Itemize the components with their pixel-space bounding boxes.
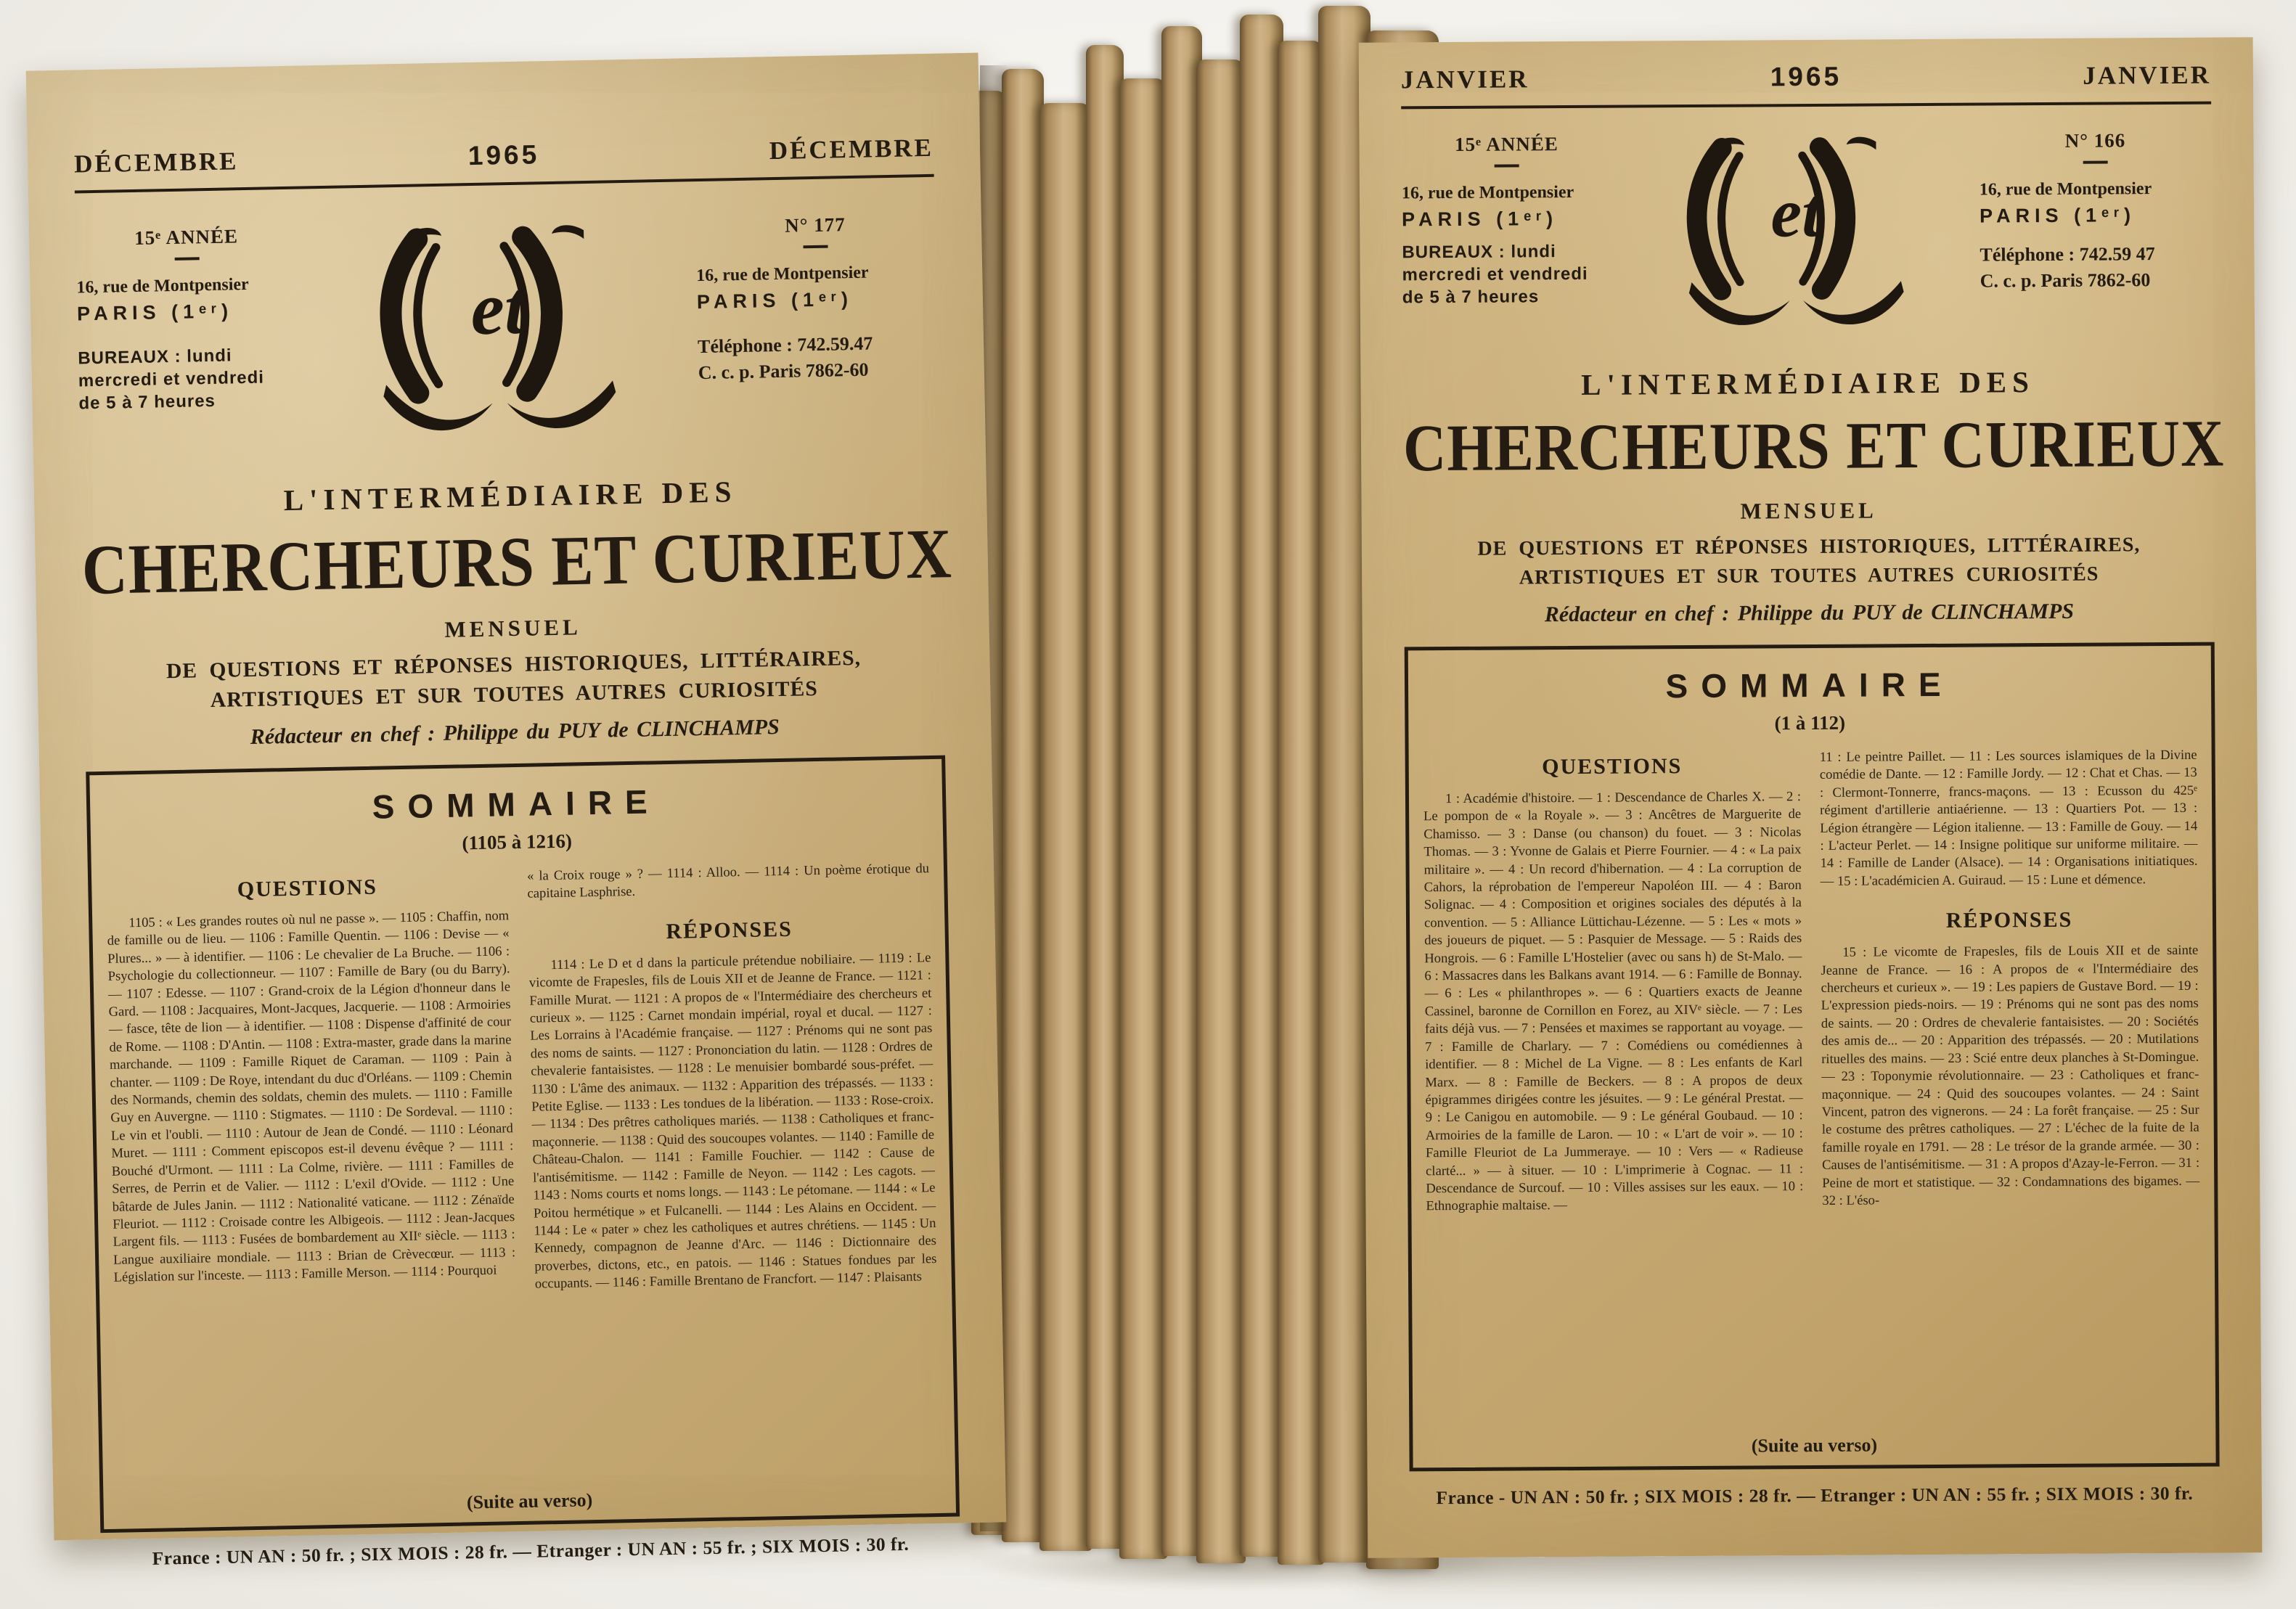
bureaux-hours: BUREAUX : lundi mercredi et vendredi de 5 à 7 heures — [1402, 242, 1588, 308]
divider-dash — [803, 245, 828, 249]
address-line: 16, rue de Montpensier — [696, 263, 869, 286]
sommaire-column-1 — [1423, 749, 1804, 1216]
paris-label: PARIS (1ᵉʳ) — [696, 287, 854, 314]
surtitle: L'INTERMÉDIAIRE DES — [1581, 365, 2035, 401]
letq-monogram-icon — [1661, 131, 1931, 353]
questions-text: 1105 : « Les grandes routes où nul ne passe ». — 1105 : Chaffin, nom de famille ou de lieu. — 1106 : Famille Quentin. — 1106 : Devise — « Plures... » — à identifier. — 1106 : Le chevalier de La Bruche. — 1106 : Psychologie du collectionneur. — 1107 : Famille de Bary (ou du Barry). — 1107 : Edesse. — 1107 : Grand-croix de la Légion d'honneur dans le Gard. — 1108 : Jacquaires, Mont-Jacques, Jacquerie. — 1108 : Armoiries — fasce, tête de lion — à identifier. — 1108 : Dispense d'affinité de cour de Rome. — 1108 : D'Antin. — 1108 : Extra-master, grade dans la marine marchande. — 1109 : Famille Riquet de Caraman. — 1109 : Pain à chanter. — 1109 : De Roye, intendant du duc d'Orléans. — 1109 : Chemin des Normands, chemin des soldats, chemin des mulets. — 1110 : Famille Guy en Auvergne. — 1110 : Stigmates. — 1110 : De Sordeval. — 1110 : Le vin et l'oubli. — 1110 : Autour de Jean de Condé. — 1110 : Léonard Muret. — 1111 : Comment episcopos est-il devenu évêque ? — 1111 : Bouché d'Urmont. — 1111 : La Colme, rivière. — 1111 : Familles de Serres, de Perrin et de Valier. — 1112 : L'exil d'Ovide. — 1112 : Une bâtarde de Jules Janin. — 1112 : Nationalité vaticane. — 1112 : Zénaïde Fleuriot. — 1112 : Croisade contre les Albigeois. — 1112 : Jean-Jacques Largent fils. — 1113 : Fusées de bombardement au XIIᵉ siècle. — 1113 : Langue auxiliaire mondiale. — 1113 : Brian de Crèvecœur. — 1113 : Législation sur l'inceste. — 1113 : Famille Merson. — 1114 : Pourquoi — [107, 908, 516, 1285]
masthead-rule — [75, 174, 934, 194]
divider-dash — [2083, 160, 2108, 163]
reponses-text: 15 : Le vicomte de Frapesles, fils de Louis XII et de sainte Jeanne de France. — 16 : A propos de « l'Intermédiaire des chercheurs et curieux ». — 19 : Les papiers de Gustave Bord. — 19 : L'expression pieds-noirs. — 19 : Prénoms qui ne sont pas des noms de saints. — 20 : Ordres de chevalerie fantaisistes. — 20 : Sociétés des amis de... — 20 : Apparition des trépassés. — 20 : Mutilations rituelles des mains. — 23 : Scié entre deux planches à St-Domingue. — 23 : Toponymie révolutionnaire. — 23 : Catholiques et franc-maçonnique. — 24 : Quid des soucoupes volantes. — 24 : Saint Vincent, patron des vignerons. — 24 : La forêt française. — 25 : Sur le costume des prêtres catholiques. — 27 : L'échec de la fuite de la famille royale en 1791. — 28 : Le trésor de la grande armée. — 30 : Causes de l'antisémitisme. — 31 : A propos d'Azay-le-Ferron. — 31 : Peine de mort et statistique. — 32 : Condamnations des bigames. — 32 : L'éso- — [1821, 942, 2200, 1208]
logo-wrap — [1611, 131, 1980, 354]
reponses-heading: RÉPONSES — [1945, 908, 2073, 933]
questions-continuation-text: 11 : Le peintre Paillet. — 11 : Les sources islamiques de la Divine comédie de Dante. — 12 : Famille Jordy. — 12 : Chat et Chas. — 13 : Clermont-Tonnerre, francs-maçons. — 13 : Ecusson du 425ᵉ régiment d'artillerie antiaérienne. — 13 : Quartiers Pot. — 13 : Légion étrangère — Légion italienne. — 13 : Famille de Gouy. — 14 : L'acteur Perlet. — 14 : Insigne politique sur uniforme militaire. — 14 : Famille de Lander (Alsace). — 14 : Organisations initiatiques. — 15 : L'académicien A. Guiraud. — 15 : Lune et démence. — [1819, 747, 2198, 889]
sommaire-range: (1 à 112) — [1774, 711, 1846, 734]
sommaire-title: SOMMAIRE — [372, 782, 661, 826]
editor-line: Rédacteur en chef : Philippe du PUY de CLINCHAMPS — [1544, 599, 2075, 627]
sommaire-column-1 — [106, 868, 516, 1301]
sommaire-box — [1405, 642, 2220, 1472]
annee-label: 15ᵉ ANNÉE — [134, 225, 239, 249]
stack-spine — [1119, 78, 1167, 1559]
svg-text:et: et — [1770, 173, 1822, 252]
subtitle-line-1: DE QUESTIONS ET RÉPONSES HISTORIQUES, LITTÉRAIRES, — [1477, 533, 2141, 560]
address-line: 16, rue de Montpensier — [1401, 182, 1574, 203]
month-left-label: JANVIER — [1400, 65, 1529, 94]
ccp-line: C. c. p. Paris 7862-60 — [698, 359, 869, 384]
info-left-block — [1401, 133, 1612, 309]
reponses-text: 1114 : Le D et d dans la particule prétendue nobiliaire. — 1119 : Le vicomte de Frapesles, fils de Louis XII et de Jeanne de France. — 1121 : Famille Murat. — 1121 : A propos de « l'Intermédiaire des chercheurs et curieux ». — 1125 : Carnet mondain impérial, royal et ducal. — 1127 : Les Lorrains à l'Académie française. — 1127 : Prénoms qui ne sont pas des noms de saints. — 1127 : Prononciation du latin. — 1128 : Ordres de chevalerie fantaisistes. — 1128 : Le menuisier bombardé sous-préfet. — 1130 : L'âme des animaux. — 1132 : Apparition des trépassés. — 1133 : Petite Eglise. — 1133 : Les tondues de la libération. — 1133 : Rose-croix. — 1134 : Des prêtres catholiques mariés. — 1138 : Catholiques et franc-maçonnerie. — 1138 : Quid des soucoupes volantes. — 1140 : Famille de Château-Chalon. — 1141 : Famille Fouchier. — 1142 : Cause de l'antisémitisme. — 1142 : Famille de Neyon. — 1142 : Les cagots. — 1143 : Noms courts et noms longs. — 1143 : Le pétomane. — 1144 : « Le Poitou hermétique » et Fulcanelli. — 1144 : Les Alains en Occident. — 1144 : Le « pater » chez les catholiques et autres chrétiens. — 1145 : Un Kennedy, compagnon de Jeanne d'Arc. — 1146 : Dictionnaire des proverbes, dictons, etc., en patois. — 1146 : Statues fondues par les occupants. — 1146 : Famille Brentano de Francfort. — 1147 : Plaisants — [528, 949, 937, 1292]
editor-line: Rédacteur en chef : Philippe du PUY de CLINCHAMPS — [250, 715, 780, 750]
month-right-label: DÉCEMBRE — [769, 133, 934, 165]
paris-label: PARIS (1ᵉʳ) — [1402, 208, 1558, 231]
sommaire-columns — [106, 860, 937, 1301]
masthead-rule — [1401, 102, 2211, 110]
cover-december-1965 — [26, 53, 1007, 1569]
sommaire-column-2 — [1820, 747, 2200, 1213]
cover-title: CHERCHEURS ET CURIEUX — [81, 513, 953, 610]
masthead-month-row — [1401, 60, 2211, 95]
reponses-heading: RÉPONSES — [666, 917, 793, 943]
price-line: France - UN AN : 50 fr. ; SIX MOIS : 28 fr. — Etranger : UN AN : 55 fr. ; SIX MOIS : 30 fr. — [1436, 1482, 2194, 1509]
suite-au-verso: (Suite au verso) — [1751, 1434, 1878, 1457]
month-left-label: DÉCEMBRE — [73, 147, 239, 179]
stack-spine — [1278, 41, 1324, 1565]
year-label: 1965 — [467, 139, 540, 171]
masthead-month-row — [74, 132, 934, 179]
stack-spine — [1196, 60, 1246, 1563]
masthead-info — [1401, 129, 2213, 356]
annee-label: 15ᵉ ANNÉE — [1455, 133, 1558, 155]
cover-january-1965 — [1359, 37, 2263, 1557]
issue-number: N° 166 — [2064, 129, 2126, 152]
info-right-block — [695, 212, 938, 386]
telephone-line: Téléphone : 742.59 47 — [1980, 243, 2155, 266]
svg-text:et: et — [469, 266, 526, 351]
stack-spine — [1039, 103, 1092, 1551]
divider-dash — [174, 257, 199, 261]
sommaire-box — [86, 756, 960, 1534]
info-right-block — [1979, 129, 2212, 295]
suite-au-verso: (Suite au verso) — [466, 1489, 593, 1513]
questions-heading: QUESTIONS — [237, 875, 378, 902]
sommaire-column-2 — [527, 860, 937, 1293]
questions-heading: QUESTIONS — [1542, 754, 1683, 779]
cover-title: CHERCHEURS ET CURIEUX — [1402, 406, 2225, 486]
address-line: 16, rue de Montpensier — [1979, 179, 2152, 200]
sommaire-columns — [1423, 747, 2200, 1216]
sommaire-title: SOMMAIRE — [1665, 665, 1954, 705]
subtitle-line-2: ARTISTIQUES ET SUR TOUTES AUTRES CURIOSITÉS — [1519, 562, 2099, 589]
letq-monogram-icon — [351, 218, 645, 463]
paris-label: PARIS (1ᵉʳ) — [1980, 204, 2136, 227]
price-line: France : UN AN : 50 fr. ; SIX MOIS : 28 fr. — Etranger : UN AN : 55 fr. ; SIX MOIS : 30 fr. — [152, 1533, 910, 1569]
questions-continuation-text: « la Croix rouge » ? — 1114 : Alloo. — 1114 : Un poème érotique du capitaine Lasphrise. — [526, 861, 930, 902]
address-line: 16, rue de Montpensier — [76, 274, 249, 298]
stack-spine — [1086, 45, 1124, 1549]
bureaux-hours: BUREAUX : lundi mercredi et vendredi de 5 à 7 heures — [78, 345, 265, 414]
issue-number: N° 177 — [784, 213, 846, 237]
divider-dash — [1495, 164, 1519, 167]
info-left-block — [75, 224, 301, 415]
surtitle: L'INTERMÉDIAIRE DES — [283, 475, 738, 517]
telephone-line: Téléphone : 742.59.47 — [697, 332, 873, 358]
stack-spine — [1240, 15, 1283, 1557]
mensuel-label: MENSUEL — [444, 614, 582, 642]
mensuel-label: MENSUEL — [1740, 497, 1877, 524]
sommaire-range: (1105 à 1216) — [462, 830, 573, 854]
ccp-line: C. c. p. Paris 7862-60 — [1980, 269, 2151, 292]
paris-label: PARIS (1ᵉʳ) — [76, 300, 234, 325]
year-label: 1965 — [1770, 61, 1842, 92]
questions-text: 1 : Académie d'histoire. — 1 : Descendance de Charles X. — 2 : Le pompon de « la Royale ». — 3 : Ancêtres de Marguerite de Chamisso. — 3 : Danse (ou chanson) du fouet. — 3 : Nicolas Thomas. — 3 : Yvonne de Galais et Pierre Fournier. — 4 : « La paix militaire ». — 4 : Un record d'hibernation. — 4 : La corruption de Cahors, la réprobation de l'empereur Napoléon III. — 4 : Baron Solignac. — 4 : Composition et origines sociales des députés à la convention. — 5 : Alliance Lüttichau-Lézenne. — 5 : Les « mots » des joueurs de piquet. — 5 : Pasquier de Message. — 5 : Raids des Hongrois. — 6 : Famille L'Hostelier (avec ou sans h) de St-Malo. — 6 : Massacres dans les Balkans avant 1914. — 6 : Famille de Bonnay. — 6 : Les « philanthropes ». — 6 : Quartiers exacts de Jeanne Cassinel, baronne de Cornillon en Forez, au XIVᵉ siècle. — 7 : Les faits déjà vus. — 7 : Pensées et maximes se rapportant au voyage. — 7 : Famille de Charlary. — 7 : Comédiens ou comédiennes à identifier. — 8 : Michel de La Vigne. — 8 : Les enfants de Karl Marx. — 8 : Famille de Beckers. — 8 : A propos de deux épigrammes dirigées contre les jésuites. — 9 : Le général Prestat. — 9 : Le Canigou en automobile. — 9 : Le général Goubaud. — 10 : Armoiries de la famille de Laron. — 10 : « L'art de voir ». — 10 : Famille Fleuriot de La Jummeraye. — 10 : Vers — « Radieuse clarté... » — à situer. — 10 : L'imprimerie à Cognac. — 11 : Descendance de Surcouf. — 10 : Villes assises sur les eaux. — 10 : Ethnographie maltaise. — — [1423, 789, 1804, 1214]
logo-wrap — [297, 216, 700, 463]
masthead-info — [75, 212, 939, 468]
subtitle-line-2: ARTISTIQUES ET SUR TOUTES AUTRES CURIOSITÉS — [210, 676, 819, 713]
month-right-label: JANVIER — [2083, 60, 2212, 90]
subtitle-line-1: DE QUESTIONS ET RÉPONSES HISTORIQUES, LITTÉRAIRES, — [166, 646, 862, 684]
